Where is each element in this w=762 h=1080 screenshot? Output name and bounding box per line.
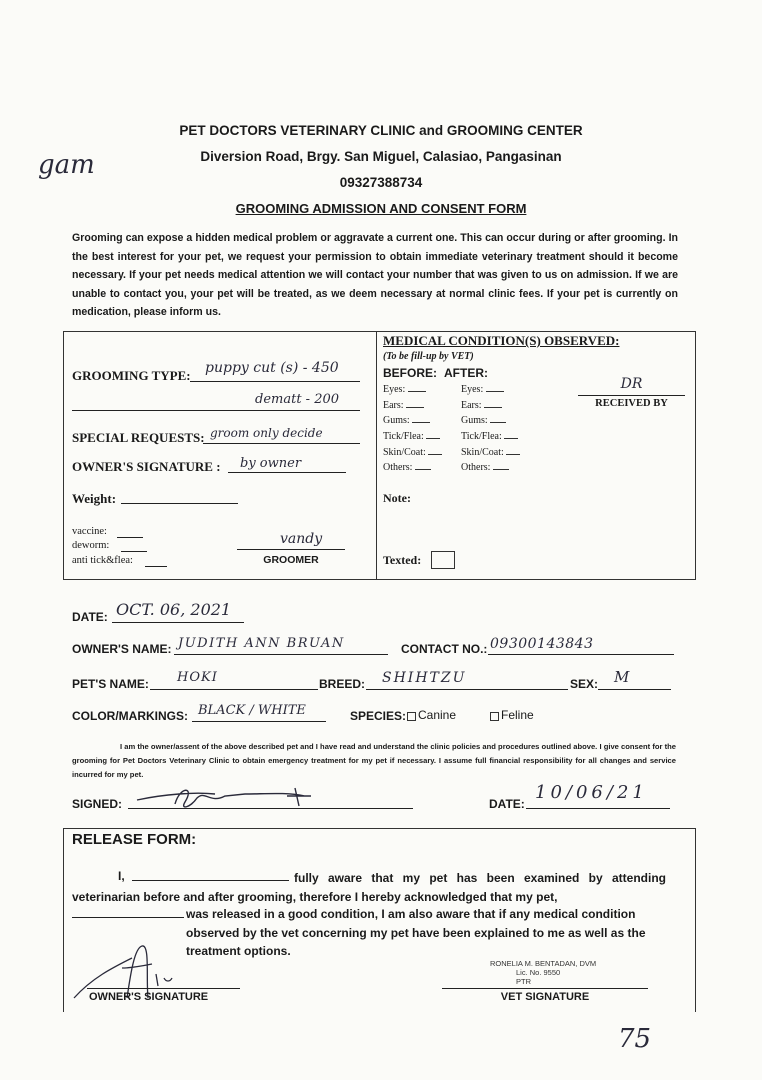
clinic-address: Diversion Road, Brgy. San Miguel, Calasiao, Pangasinan: [200, 149, 562, 164]
before-item: Gums:: [383, 415, 442, 431]
sex-label: SEX:: [570, 677, 599, 691]
before-item: Ears:: [383, 400, 442, 416]
clinic-phone: 09327388734: [339, 175, 423, 190]
release-pet-line[interactable]: [72, 917, 184, 918]
owner-signature-line[interactable]: [228, 472, 346, 473]
owner-name-value: JUDITH ANN BRUAN: [178, 636, 345, 651]
color-label: COLOR/MARKINGS:: [72, 709, 188, 723]
vet-stamp-ptr: PTR: [516, 977, 531, 986]
before-label: BEFORE:: [383, 366, 437, 380]
after-item: Gums:: [461, 415, 520, 431]
medical-title: MEDICAL CONDITION(S) OBSERVED:: [383, 333, 620, 348]
received-by-value: DR: [620, 376, 643, 392]
corner-note: 75: [618, 1024, 652, 1054]
anti-tick-line[interactable]: [145, 566, 167, 567]
after-item: Skin/Coat:: [461, 447, 520, 463]
date-value: OCT. 06, 2021: [116, 600, 232, 619]
vaccine-line[interactable]: [117, 537, 143, 538]
received-by-label: RECEIVED BY: [595, 398, 668, 409]
deworm-line[interactable]: [121, 551, 147, 552]
contact-label: CONTACT NO.:: [401, 642, 488, 656]
signed-label: SIGNED:: [72, 797, 123, 811]
after-item: Ears:: [461, 400, 520, 416]
vet-stamp: [490, 959, 596, 986]
intro-paragraph: Grooming can expose a hidden medical problem or aggravate a current one. This can occur during or after grooming. In the best interest for your pet, we request your permission to obtain immediate veterinary treatment should it become necessary. If your pet needs medical attention we will contact your number that was given to us on admission. If we are unable to contact you, your pet will be treated, as we deem necessary at normal clinic fees. If your pet is currently on medication, please inform us.: [72, 232, 678, 318]
consent-paragraph: I am the owner/assent of the above described pet and I have read and understand the clinic policies and procedures outlined above. I give consent for the grooming for Pet Doctors Veterinary Clinic to obtain emergency treatment for my pet if necessary. I assume full financial responsibility for all changes and service incurred for my pet.: [72, 742, 676, 779]
before-item: Others:: [383, 462, 442, 478]
after-label: AFTER:: [444, 366, 488, 380]
pet-name-line[interactable]: [150, 689, 318, 690]
release-i-label: I,: [118, 869, 125, 883]
vet-stamp-license: Lic. No. 9550: [516, 968, 561, 977]
species-label: SPECIES:: [350, 709, 407, 723]
owner-name-label: OWNER'S NAME:: [72, 642, 172, 656]
grooming-type-line-1[interactable]: [190, 381, 360, 382]
feline-label: Feline: [501, 708, 534, 722]
contact-value: 09300143843: [490, 636, 594, 652]
before-item: Skin/Coat:: [383, 447, 442, 463]
after-items: [461, 384, 520, 478]
breed-value: SHIHTZU: [382, 670, 467, 686]
special-requests-line[interactable]: [203, 443, 360, 444]
date-line[interactable]: [112, 622, 244, 623]
breed-line[interactable]: [366, 689, 568, 690]
contact-line[interactable]: [488, 654, 674, 655]
weight-label: Weight:: [72, 491, 117, 506]
sex-value: M: [614, 668, 630, 686]
signed-date-label: DATE:: [489, 797, 525, 811]
release-text-1: [72, 869, 666, 906]
vet-signature-label: VET SIGNATURE: [500, 991, 590, 1003]
form-title: GROOMING ADMISSION AND CONSENT FORM: [235, 201, 527, 216]
after-item: Eyes:: [461, 384, 520, 400]
grooming-type-label: GROOMING TYPE:: [72, 368, 191, 383]
grooming-type-value-2: dematt - 200: [255, 392, 340, 407]
date-label: DATE:: [72, 610, 108, 624]
canine-label: Canine: [418, 708, 457, 722]
canine-checkbox[interactable]: [407, 712, 416, 721]
pet-name-value: HOKI: [177, 670, 218, 685]
pet-name-label: PET'S NAME:: [72, 677, 149, 691]
color-line[interactable]: [192, 721, 326, 722]
before-items: [383, 384, 442, 478]
after-item: Tick/Flea:: [461, 431, 520, 447]
box-divider: [376, 331, 377, 579]
signed-date-value: 10/06/21: [535, 782, 648, 803]
breed-label: BREED:: [319, 677, 366, 691]
sex-line[interactable]: [598, 689, 671, 690]
release-owner-signature-label: OWNER'S SIGNATURE: [89, 991, 209, 1003]
owner-signature-value: by owner: [240, 456, 302, 471]
feline-checkbox[interactable]: [490, 712, 499, 721]
medical-subtitle: (To be fill-up by VET): [383, 351, 474, 362]
grooming-type-value-1: puppy cut (s) - 450: [205, 360, 339, 376]
vet-signature-line[interactable]: [442, 988, 648, 989]
before-item: Tick/Flea:: [383, 431, 442, 447]
special-requests-label: SPECIAL REQUESTS:: [72, 430, 205, 445]
after-item: Others:: [461, 462, 520, 478]
signed-date-line[interactable]: [526, 808, 670, 809]
deworm-label: deworm:: [72, 540, 110, 551]
note-label: Note:: [383, 491, 411, 505]
vet-stamp-name: RONELIA M. BENTADAN, DVM: [490, 959, 597, 968]
weight-line[interactable]: [121, 503, 238, 504]
texted-label: Texted:: [383, 553, 422, 567]
margin-note: gam: [38, 150, 95, 180]
groomer-value: vandy: [280, 531, 323, 547]
owner-name-line[interactable]: [174, 654, 388, 655]
release-owner-signature-line[interactable]: [87, 988, 240, 989]
groomer-label: GROOMER: [263, 554, 319, 566]
release-text-2: was released in a good condition, I am also aware that if any medical condition observed by the vet concerning my pet have been explained to me as well as the treatment options.: [186, 907, 646, 958]
release-title: RELEASE FORM:: [72, 831, 197, 848]
texted-checkbox[interactable]: [431, 551, 455, 569]
special-requests-value: groom only decide: [210, 426, 323, 440]
anti-tick-label: anti tick&flea:: [72, 555, 133, 566]
color-value: BLACK / WHITE: [198, 703, 306, 718]
clinic-name: PET DOCTORS VETERINARY CLINIC and GROOMING CENTER: [179, 123, 583, 138]
owner-signature-drawing: [135, 782, 325, 812]
release-text-1-span: fully aware that my pet has been examined by attending veterinarian before and after grooming, therefore I hereby acknowledged that my pet,: [72, 871, 666, 904]
received-by-line[interactable]: [578, 395, 685, 396]
groomer-line[interactable]: [237, 549, 345, 550]
before-item: Eyes:: [383, 384, 442, 400]
grooming-type-line-2[interactable]: [72, 410, 360, 411]
vaccine-label: vaccine:: [72, 526, 107, 537]
release-owner-signature-drawing: [72, 938, 192, 1018]
owner-signature-label: OWNER'S SIGNATURE :: [72, 459, 221, 474]
